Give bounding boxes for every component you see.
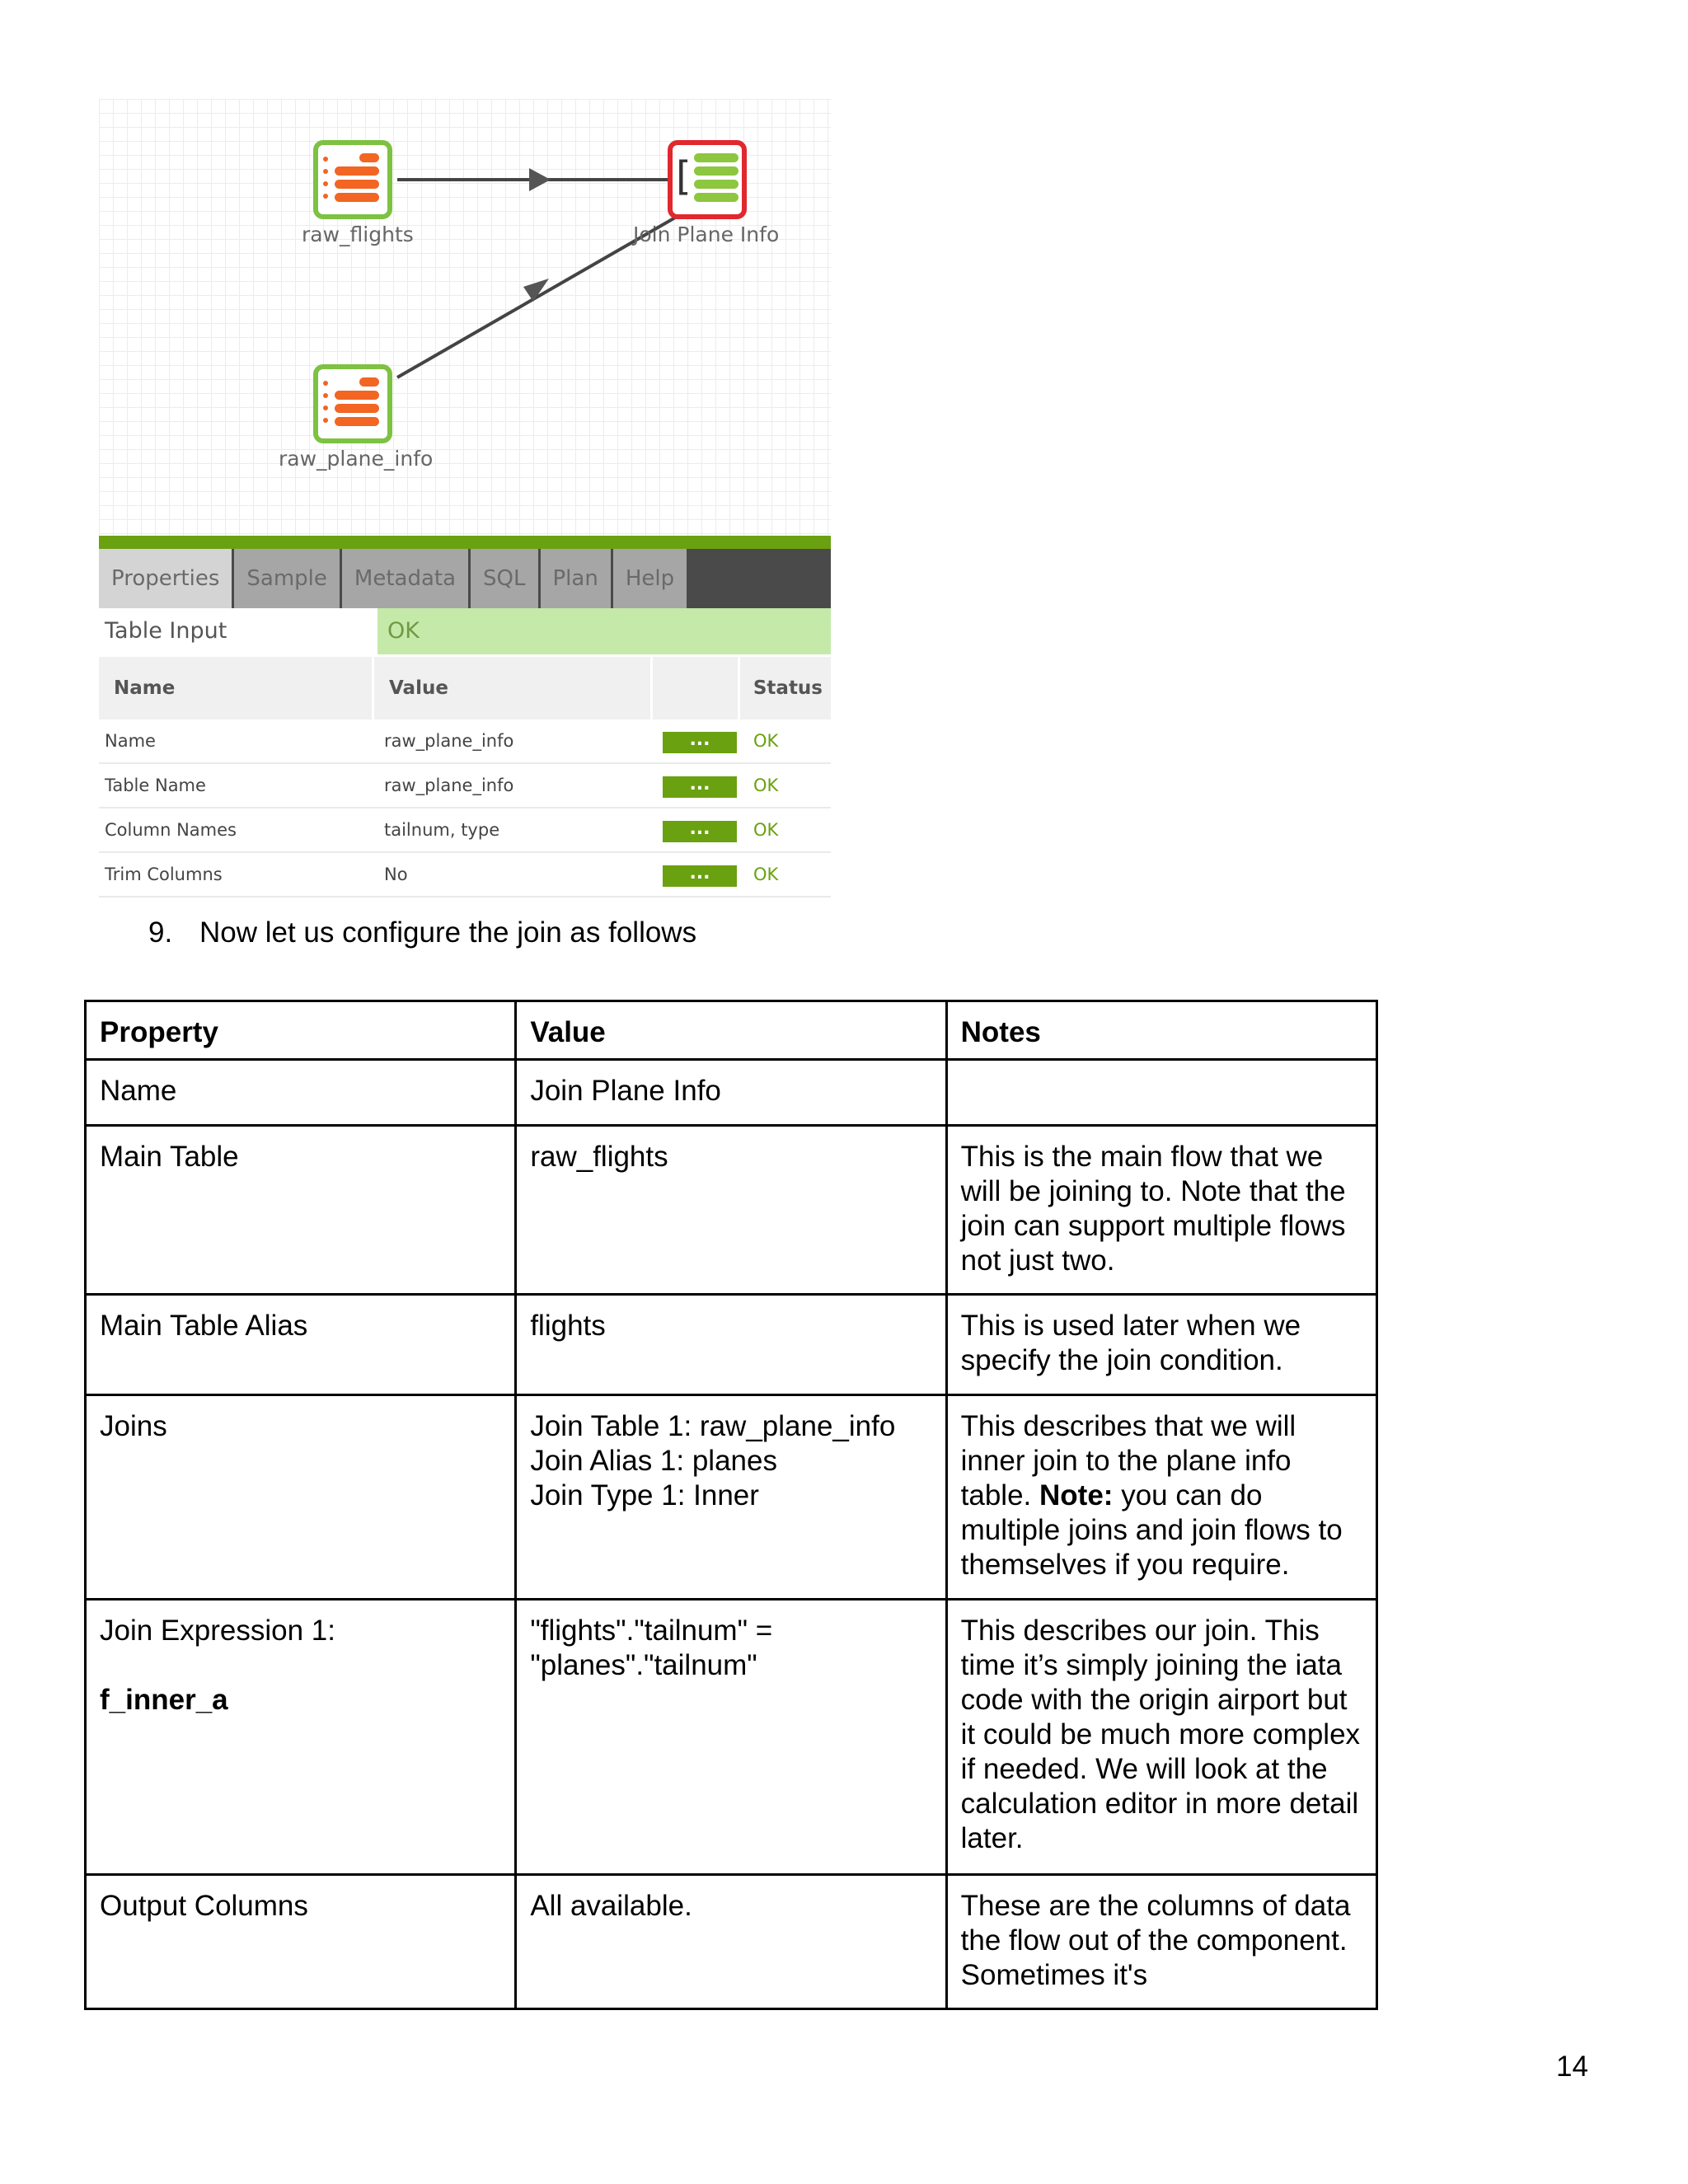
tab-metadata[interactable]: Metadata xyxy=(342,549,471,608)
table-row xyxy=(86,1395,1377,1600)
header-property: Property xyxy=(86,1001,516,1060)
table-row xyxy=(86,1600,1377,1875)
flow-screenshot xyxy=(99,99,831,898)
join-properties-table xyxy=(84,1000,1378,2010)
node-label: raw_flights xyxy=(302,223,414,246)
table-row xyxy=(86,1875,1377,2009)
properties-grid-header xyxy=(99,654,831,719)
notes-text: you can do multiple joins and join flows to themselves if you require. xyxy=(960,1479,1343,1581)
property-value: raw_plane_info xyxy=(384,776,514,795)
join-icon xyxy=(694,153,738,206)
cell-notes: This describes our join. This time it’s simply joining the iata code with the origin airport but it could be much more complex if needed. We will look at the calculation editor in more detail later. xyxy=(946,1600,1376,1875)
property-name: Table Name xyxy=(105,776,206,795)
table-input-icon xyxy=(335,377,379,430)
cell-notes: This is the main flow that we will be joining to. Note that the join can support multiple flows not just two. xyxy=(946,1126,1376,1295)
panel-divider xyxy=(99,536,831,549)
column-header-value: Value xyxy=(374,657,653,719)
property-status: OK xyxy=(753,865,779,884)
cell-notes xyxy=(946,1395,1376,1600)
node-label: Join Plane Info xyxy=(633,223,780,246)
cell-value: raw_flights xyxy=(516,1126,946,1295)
cell-value xyxy=(516,1600,946,1875)
property-status: OK xyxy=(753,776,779,795)
arrow-head-icon xyxy=(529,168,551,191)
bracket-icon: [ xyxy=(676,153,692,199)
tab-help[interactable]: Help xyxy=(613,549,689,608)
raw-flights-node[interactable] xyxy=(313,140,392,219)
property-value: raw_plane_info xyxy=(384,731,514,751)
property-status: OK xyxy=(753,731,779,751)
cell-value: All available. xyxy=(516,1875,946,2009)
property-name: Trim Columns xyxy=(105,865,223,884)
notes-bold: Note: xyxy=(1039,1479,1114,1511)
value-line: Join Table 1: raw_plane_info xyxy=(530,1410,896,1442)
cell-property: Main Table xyxy=(86,1126,516,1295)
tab-sql[interactable]: SQL xyxy=(471,549,540,608)
table-row xyxy=(99,853,831,898)
value-line: Join Type 1: Inner xyxy=(530,1479,759,1511)
tab-plan[interactable]: Plan xyxy=(541,549,613,608)
tab-properties[interactable]: Properties xyxy=(99,549,234,608)
cell-value: flights xyxy=(516,1295,946,1395)
node-dots-icon xyxy=(323,157,330,206)
cell-notes: These are the columns of data the flow out of the component. Sometimes it's xyxy=(946,1875,1376,2009)
table-row xyxy=(99,719,831,764)
property-value: No xyxy=(384,865,408,884)
page-number: 14 xyxy=(1556,2050,1588,2083)
join-plane-info-node[interactable] xyxy=(668,140,747,219)
property-line: Join Expression 1: xyxy=(100,1615,335,1647)
column-header-status: Status xyxy=(753,677,823,699)
edit-property-button[interactable]: ... xyxy=(663,821,737,842)
table-header-row xyxy=(86,1001,1377,1060)
column-header-button xyxy=(653,657,740,719)
step-text: Now let us configure the join as follows xyxy=(199,916,697,949)
property-status: OK xyxy=(753,820,779,840)
property-value: tailnum, type xyxy=(384,820,500,840)
raw-plane-info-node[interactable] xyxy=(313,364,392,443)
cell-property xyxy=(86,1600,516,1875)
edit-property-button[interactable]: ... xyxy=(663,865,737,887)
value-line: "planes"."tailnum" xyxy=(530,1649,757,1681)
component-status-value: OK xyxy=(377,608,831,654)
value-line: "flights"."tailnum" = xyxy=(530,1615,773,1647)
step-number: 9. xyxy=(148,916,173,949)
table-row xyxy=(86,1060,1377,1126)
node-dots-icon xyxy=(323,381,330,430)
cell-property: Output Columns xyxy=(86,1875,516,2009)
property-name: Column Names xyxy=(105,820,237,840)
cell-notes xyxy=(946,1060,1376,1126)
tab-sample[interactable]: Sample xyxy=(234,549,342,608)
panel-tabs xyxy=(99,549,831,608)
value-line: Join Alias 1: planes xyxy=(530,1445,777,1477)
notes-text: This describes that we will inner join to the plane info table. xyxy=(960,1410,1296,1511)
table-row xyxy=(99,808,831,853)
edit-property-button[interactable]: ... xyxy=(663,732,737,753)
column-header-name: Name xyxy=(99,657,374,719)
step-instruction xyxy=(148,916,696,949)
table-input-icon xyxy=(335,153,379,206)
cell-property: Name xyxy=(86,1060,516,1126)
table-row xyxy=(86,1295,1377,1395)
flow-canvas xyxy=(99,99,831,536)
header-value: Value xyxy=(516,1001,946,1060)
property-name: Name xyxy=(105,731,156,751)
node-label: raw_plane_info xyxy=(279,447,434,471)
cell-property: Joins xyxy=(86,1395,516,1600)
table-row xyxy=(99,764,831,808)
cell-notes: This is used later when we specify the join condition. xyxy=(946,1295,1376,1395)
component-status-row xyxy=(99,608,831,654)
cell-property: Main Table Alias xyxy=(86,1295,516,1395)
edit-property-button[interactable]: ... xyxy=(663,776,737,798)
cell-value: Join Plane Info xyxy=(516,1060,946,1126)
cell-value xyxy=(516,1395,946,1600)
table-row xyxy=(86,1126,1377,1295)
property-bold: f_inner_a xyxy=(100,1684,228,1716)
component-type-label: Table Input xyxy=(99,608,377,654)
header-notes: Notes xyxy=(946,1001,1376,1060)
